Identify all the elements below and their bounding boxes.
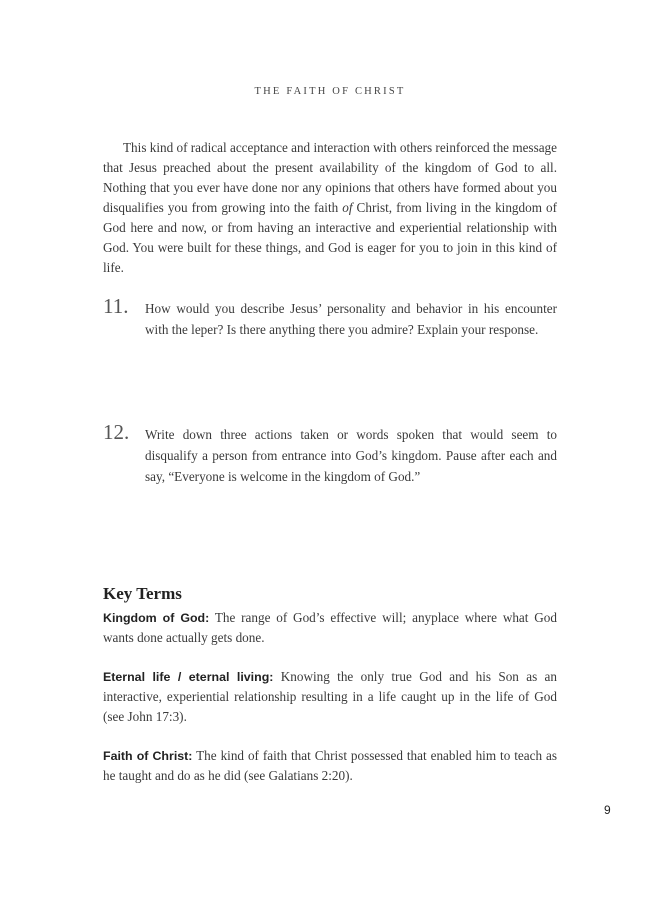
question-text: How would you describe Jesus’ personality and behavior in his encounter with the leper? Is there anything there you admire? Explain your response. — [145, 301, 557, 337]
term-definition: The kind of faith that Christ possessed that enabled him to teach as he taught and do as he did (see Galatians 2:20). — [103, 748, 557, 783]
question-11 — [103, 294, 557, 340]
term-label: Eternal life / eternal living: — [103, 670, 274, 684]
term-label: Faith of Christ: — [103, 749, 193, 763]
intro-emphasis: of — [342, 200, 353, 215]
key-terms-heading: Key Terms — [103, 584, 182, 603]
term-kingdom-of-god — [103, 608, 557, 648]
question-text: Write down three actions taken or words spoken that would seem to disqualify a person from entrance into God’s kingdom. Pause after each and say, “Everyone is welcome in the kingdom of God.” — [145, 427, 557, 484]
intro-text-before: This kind of radical acceptance and interaction with others reinforced the message that Jesus preached about the present availability of the kingdom of God to all. Nothing that you ever have done nor any opinions that others have formed about you disqualifies you from growing into the faith — [103, 140, 557, 215]
key-terms-list — [103, 608, 557, 805]
term-definition: Knowing the only true God and his Son as an interactive, experiential relationship resulting in a life caught up in the life of God (see John 17:3). — [103, 669, 557, 724]
question-12 — [103, 420, 557, 487]
term-faith-of-christ — [103, 746, 557, 786]
term-label: Kingdom of God: — [103, 611, 210, 625]
intro-paragraph — [103, 138, 557, 278]
question-number: 11. — [103, 294, 129, 318]
question-number: 12. — [103, 420, 130, 444]
term-definition: The range of God’s effective will; anyplace where what God wants done actually gets done. — [103, 610, 557, 645]
page-number: 9 — [604, 803, 611, 817]
intro-text-after: Christ, from living in the kingdom of God here and now, or from having an interactive and experiential relationship with God. You were built for these things, and God is eager for you to join in this kind of life. — [103, 200, 557, 275]
running-head: THE FAITH OF CHRIST — [254, 86, 406, 97]
term-eternal-life — [103, 667, 557, 727]
